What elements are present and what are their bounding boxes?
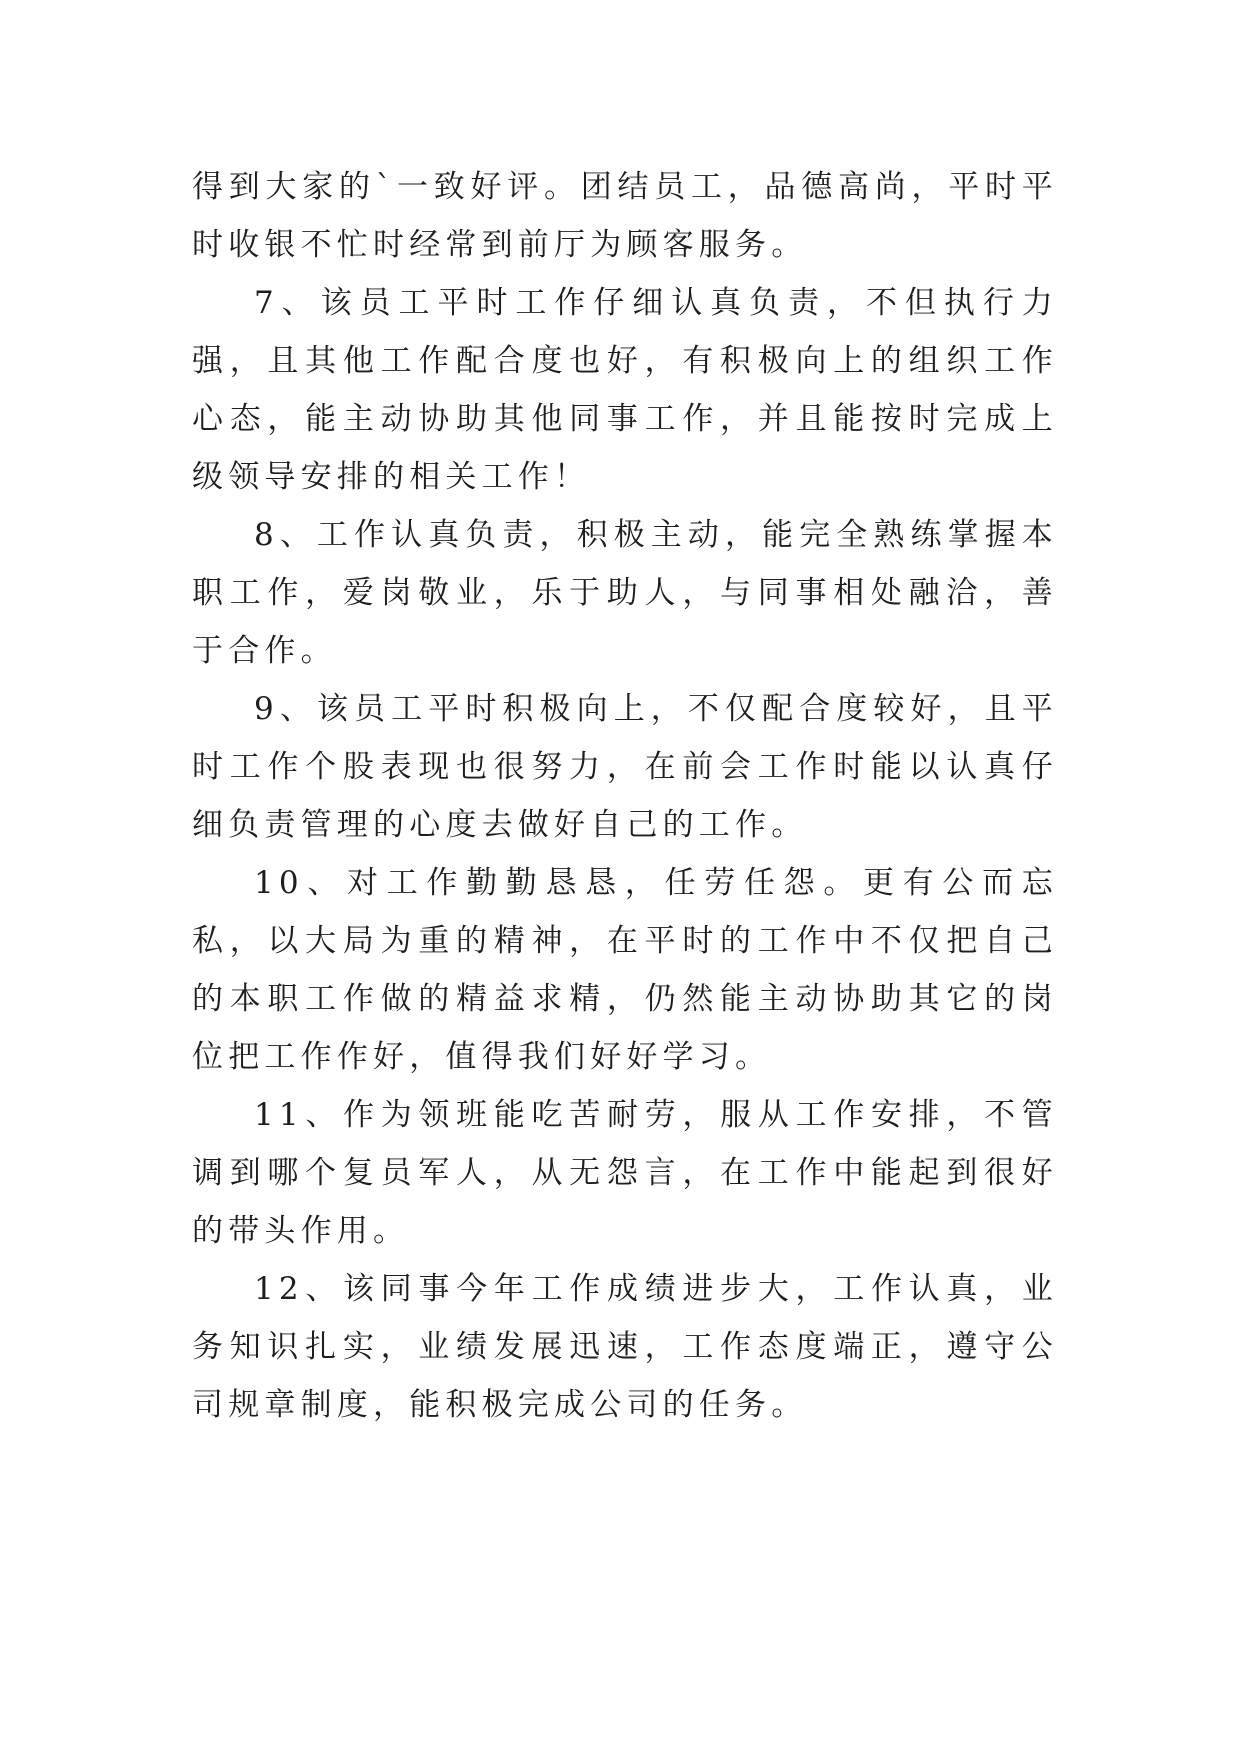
paragraph-item-8: 8、工作认真负责，积极主动，能完全熟练掌握本职工作，爱岗敬业，乐于助人，与同事相处融洽，善于合作。: [192, 517, 1058, 669]
paragraph-item-9: 9、该员工平时积极向上，不仅配合度较好，且平时工作个股表现也很努力，在前会工作时能以认真仔细负责管理的心度去做好自己的工作。: [192, 691, 1058, 843]
document-body: [192, 158, 1058, 1434]
paragraph-item-11: 11、作为领班能吃苦耐劳，服从工作安排，不管调到哪个复员军人，从无怨言，在工作中能起到很好的带头作用。: [192, 1097, 1058, 1249]
paragraph-item-10: 10、对工作勤勤恳恳，任劳任怨。更有公而忘私，以大局为重的精神，在平时的工作中不仅把自己的本职工作做的精益求精，仍然能主动协助其它的岗位把工作作好，值得我们好好学习。: [192, 865, 1058, 1075]
paragraph-item-7: 7、该员工平时工作仔细认真负责，不但执行力强，且其他工作配合度也好，有积极向上的组织工作心态，能主动协助其他同事工作，并且能按时完成上级领导安排的相关工作！: [192, 285, 1058, 495]
paragraph-item-12: 12、该同事今年工作成绩进步大，工作认真，业务知识扎实，业绩发展迅速，工作态度端正，遵守公司规章制度，能积极完成公司的任务。: [192, 1271, 1058, 1423]
paragraph-continuation: 得到大家的`一致好评。团结员工，品德高尚，平时平时收银不忙时经常到前厅为顾客服务。: [192, 169, 1058, 263]
